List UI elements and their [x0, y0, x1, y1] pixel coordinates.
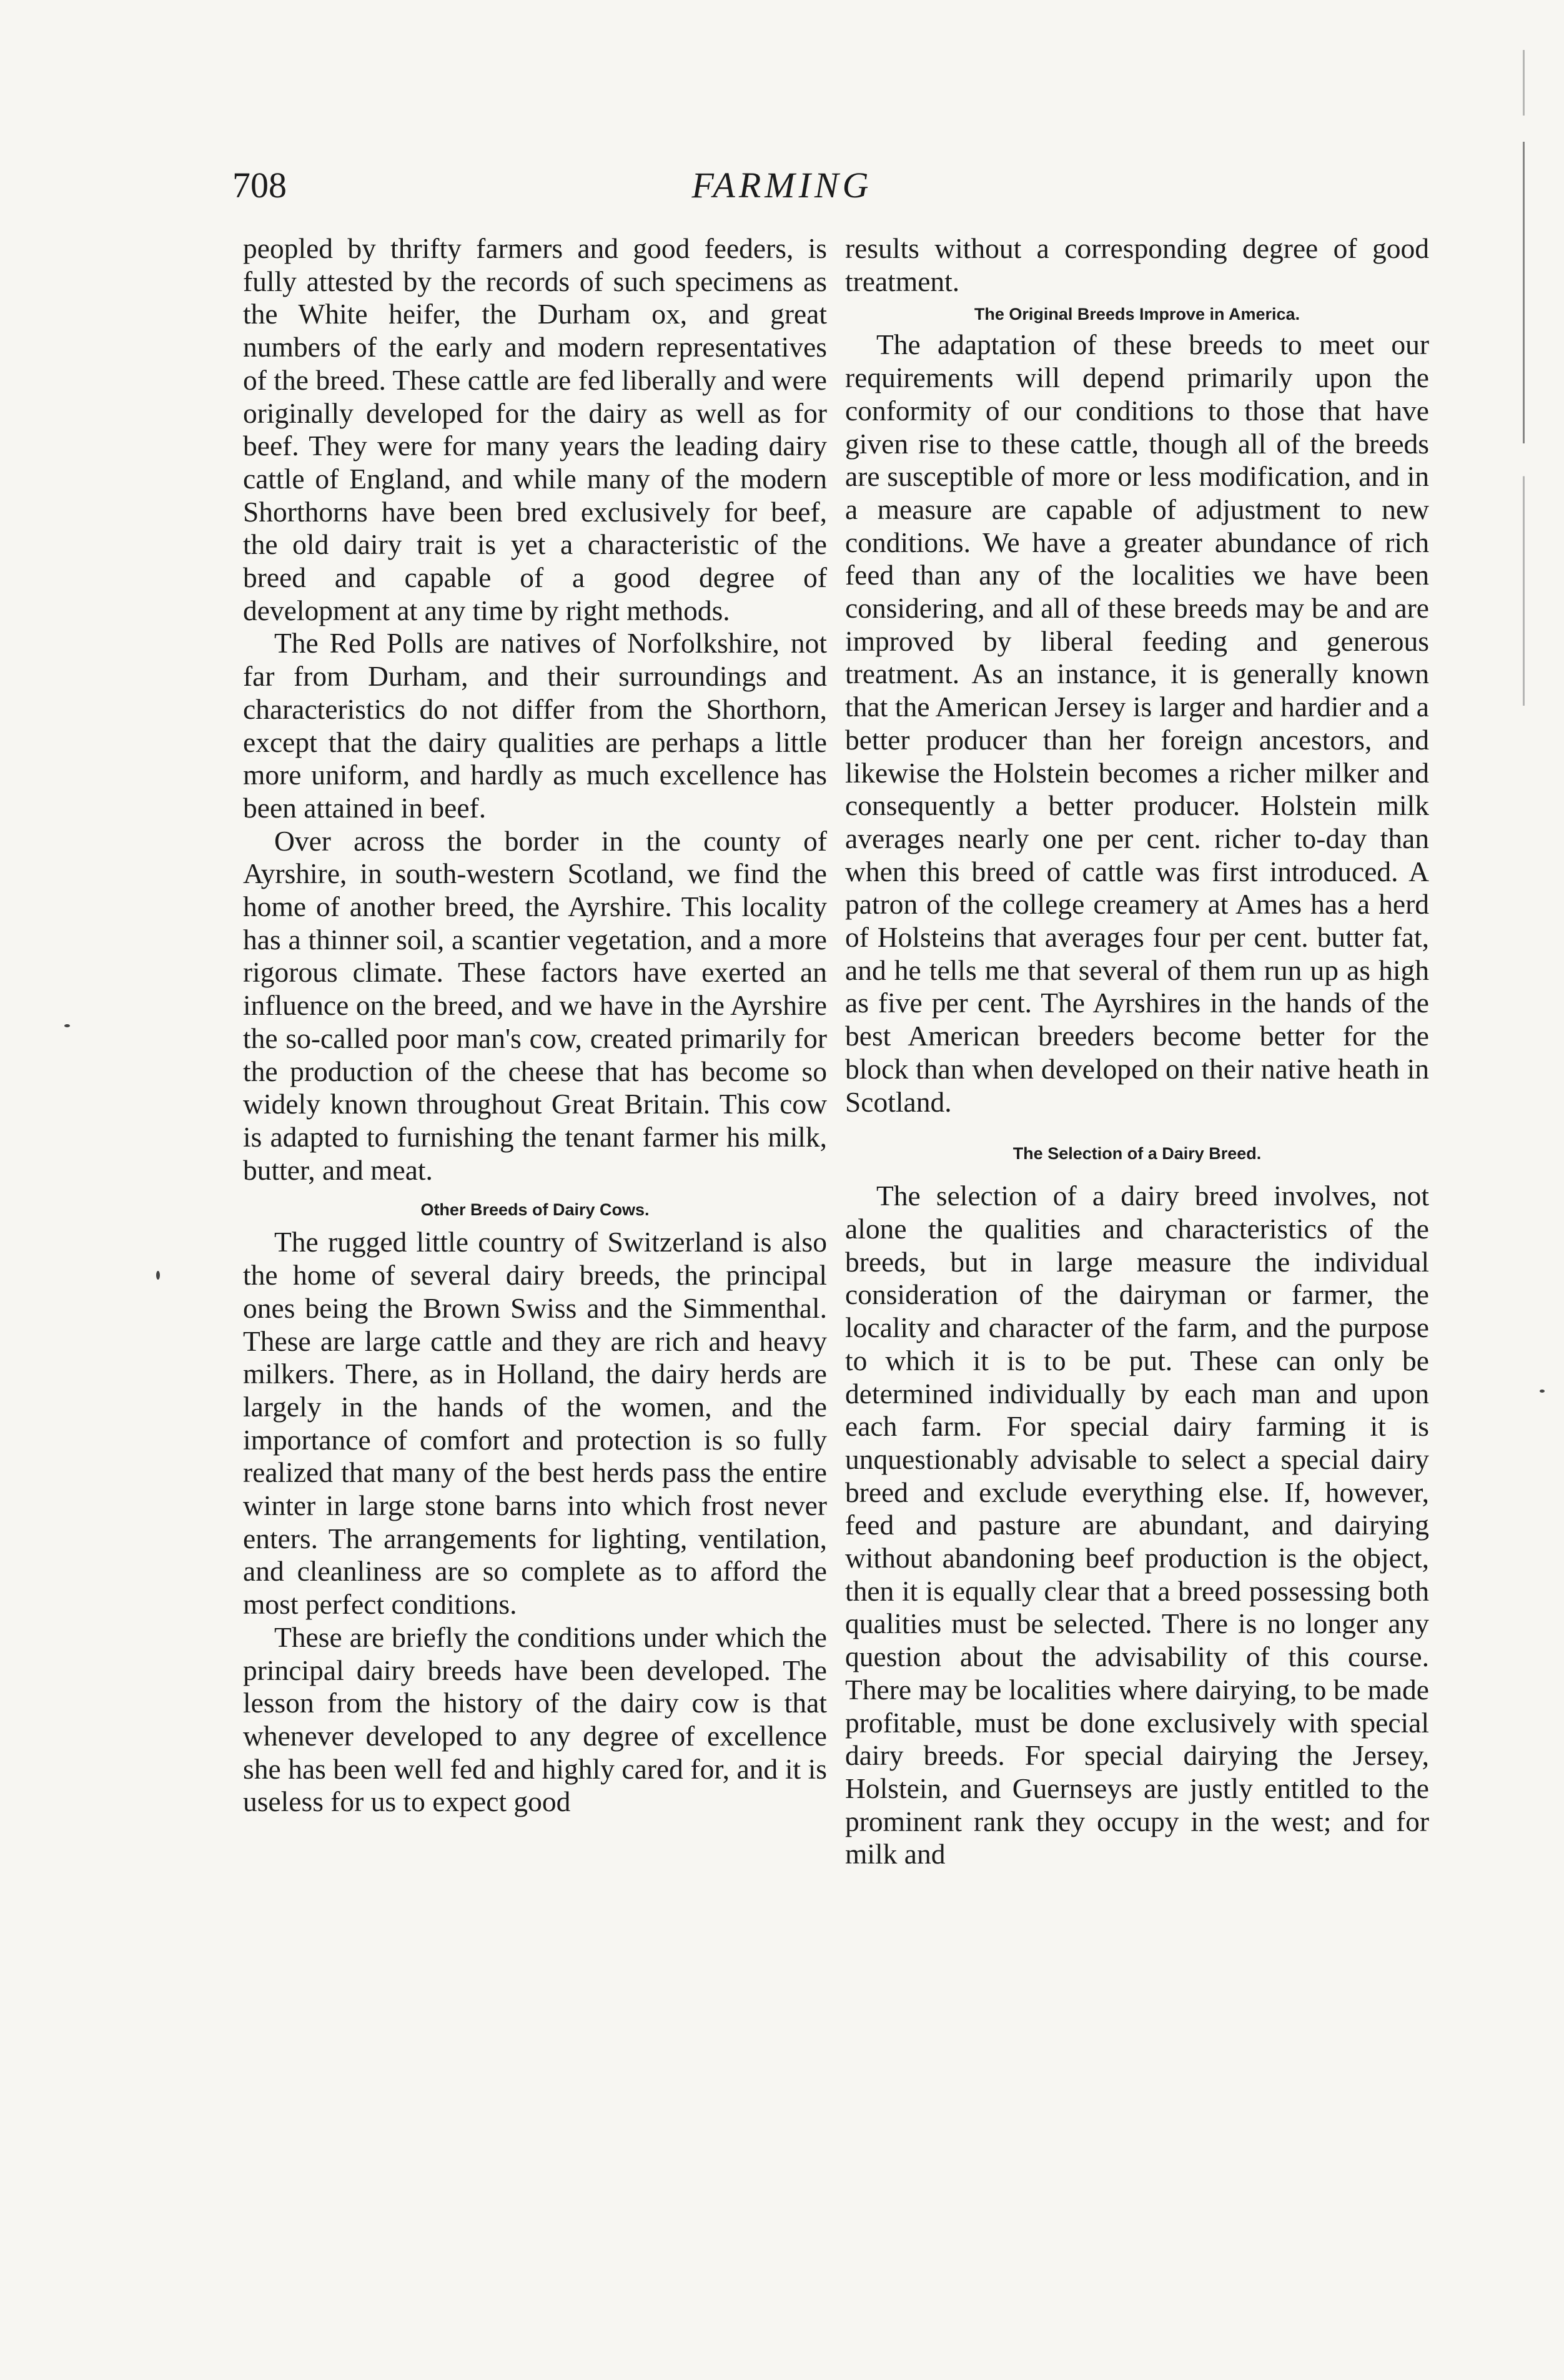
scan-speck [64, 1024, 70, 1027]
section-heading: The Selection of a Dairy Breed. [1012, 1144, 1262, 1163]
scan-speck [1540, 1390, 1545, 1393]
page-number: 708 [232, 165, 287, 205]
paragraph: These are briefly the conditions under which the principal dairy breeds have been developed. The lesson from the history of the dairy cow is that whenever developed to any degree of excellence she has been well fed and highly cared for, and it is useless for us to expect good [243, 1621, 827, 1818]
paragraph: The adaptation of these breeds to meet our requirements will depend primarily upon the conformity of our conditions to those that have given rise to these cattle, though all of the breeds are susceptible of more or less modification, and in a measure are capable of adjustment to new conditions. We have a greater abundance of rich feed than any of the localities we have been considering, and all of these breeds may be and are improved by liberal feeding and generous treatment. As an instance, it is generally known that the American Jersey is larger and hardier and a better producer than her foreign ancestors, and likewise the Holstein becomes a richer milker and consequently a better producer. Holstein milk averages nearly one per cent. richer to-day than when this breed of cattle was first introduced. A patron of the college creamery at Ames has a herd of Holsteins that averages four per cent. butter fat, and he tells me that several of them run up as high as five per cent. The Ayrshires in the hands of the best American breeders become better for the block than when developed on their native heath in Scotland. [845, 328, 1429, 1118]
running-title: FARMING [691, 165, 873, 205]
section-heading: The Original Breeds Improve in America. [974, 305, 1300, 324]
scan-speck [156, 1271, 160, 1280]
paragraph: Over across the border in the county of Ayrshire, in south-western Scotland, we find the home of another breed, the Ayrshire. This locality has a thinner soil, a scantier vegetation, and a more rigorous climate. These factors have exerted an influence on the breed, and we have in the Ayrshire the so-called poor man's cow, created primarily for the production of the cheese that has become so widely known throughout Great Britain. This cow is adapted to furnishing the tenant farmer his milk, butter, and meat. [243, 824, 827, 1186]
paragraph: peopled by thrifty farmers and good feeders, is fully attested by the records of such specimens as the White heifer, the Durham ox, and great numbers of the early and modern representatives of the breed. These cattle are fed liberally and were originally developed for the dairy as well as for beef. They were for many years the leading dairy cattle of England, and while many of the modern Shorthorns have been bred exclusively for beef, the old dairy trait is yet a characteristic of the breed and capable of a good degree of development at any time by right methods. [243, 232, 827, 626]
left-column [243, 232, 827, 1819]
section-heading: Other Breeds of Dairy Cows. [420, 1200, 650, 1220]
right-column [845, 232, 1429, 1871]
paragraph: The selection of a dairy breed involves, not alone the qualities and characteristics of the breeds, but in large measure the individual consideration of the dairyman or farmer, the locality and character of the farm, and the purpose to which it is to be put. These can only be determined individually by each man and upon each farm. For special dairy farming it is unquestionably advisable to select a special dairy breed and exclude everything else. If, however, feed and pasture are abundant, and dairying without abandoning beef production is the object, then it is equally clear that a breed possessing both qualities must be selected. There is no longer any question about the advisability of this course. There may be localities where dairying, to be made profitable, must be done exclusively with special dairy breeds. For special dairying the Jersey, Holstein, and Guernseys are justly entitled to the prominent rank they occupy in the west; and for milk and [845, 1180, 1429, 1870]
paragraph: The Red Polls are natives of Norfolkshire, not far from Durham, and their surroundings and characteristics do not differ from the Shorthorn, except that the dairy qualities are perhaps a little more uniform, and hardly as much excellence has been attained in beef. [243, 627, 827, 824]
paragraph: results without a corresponding degree of good treatment. [845, 232, 1429, 297]
scan-edge-artifact [1523, 50, 1525, 706]
paragraph: The rugged little country of Switzerland is also the home of several dairy breeds, the principal ones being the Brown Swiss and the Simmenthal. These are large cattle and they are rich and heavy milkers. There, as in Holland, the dairy herds are largely in the hands of the women, and the importance of comfort and protection is so fully realized that many of the best herds pass the entire winter in large stone barns into which frost never enters. The arrangements for lighting, ventilation, and cleanliness are so complete as to afford the most perfect conditions. [243, 1226, 827, 1621]
